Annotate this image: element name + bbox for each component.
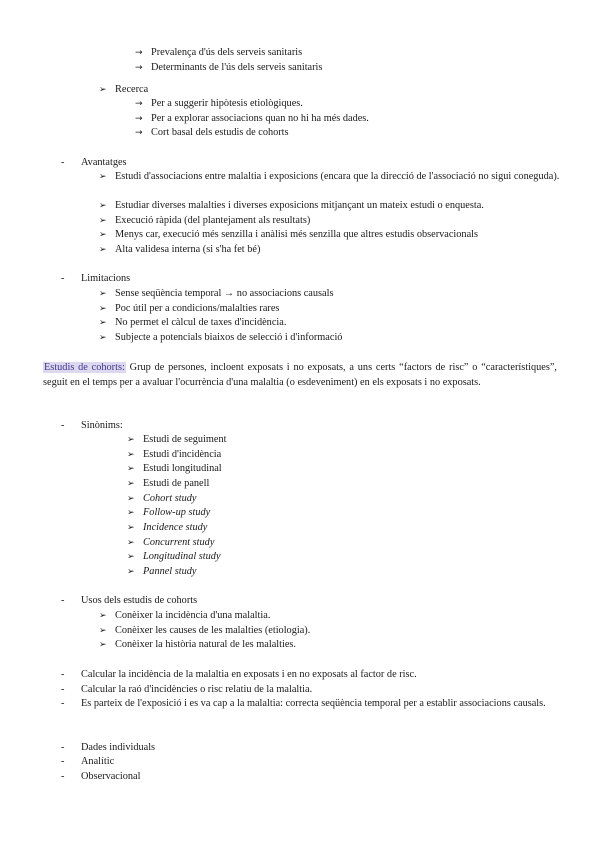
list-item: → Prevalença d'ús dels serveis sanitaris [135, 46, 302, 61]
cohorts-definition-paragraph: Estudis de cohorts: Grup de persones, incloent exposats i no exposats, a uns certs “factors de risc” o “característiques”, seguit en el temps per a avaluar l'ocurrència d'una malaltia (o esdeveniment) en els exposats i no exposats. [43, 362, 557, 388]
list-item: ➢ Estudi d'associacions entre malaltia i exposicions (encara que la direcció de l'associació no sigui coneguda). [99, 170, 573, 185]
section-limitacions: - Limitacions [61, 272, 130, 287]
list-item: ➢ Cohort study [127, 492, 197, 507]
triangle-bullet: ➢ [127, 435, 135, 445]
list-item: ➢ Estudiar diverses malalties i diverses exposicions mitjançant un mateix estudi o enquesta. [99, 199, 484, 214]
triangle-bullet: ➢ [99, 626, 107, 636]
section-recerca: ➢ Recerca [99, 83, 148, 98]
list-item: ➢ Concurrent study [127, 536, 214, 551]
triangle-bullet: ➢ [99, 245, 107, 255]
list-item: ➢ Sense seqüència temporal → no associacions causals [99, 287, 333, 302]
dash-bullet: - [61, 157, 65, 168]
arrow-bullet: → [135, 128, 143, 138]
triangle-bullet: ➢ [99, 318, 107, 328]
list-item: - Calcular la incidència de la malaltia en exposats i en no exposats al factor de risc. [61, 668, 417, 683]
triangle-bullet: ➢ [127, 538, 135, 548]
list-item: ➢ Execució ràpida (del plantejament als resultats) [99, 214, 310, 229]
dash-bullet: - [61, 420, 65, 431]
list-item: ➢ Incidence study [127, 521, 207, 536]
triangle-bullet: ➢ [127, 567, 135, 577]
dash-bullet: - [61, 595, 65, 606]
list-item: ➢ Menys car, execució més senzilla i anàlisi més senzilla que altres estudis observacionals [99, 228, 478, 243]
triangle-bullet: ➢ [127, 508, 135, 518]
triangle-bullet: ➢ [99, 289, 107, 299]
list-item: ➢ Estudi longitudinal [127, 462, 222, 477]
dash-bullet: - [61, 273, 65, 284]
triangle-bullet: ➢ [99, 201, 107, 211]
list-item: ➢ Follow-up study [127, 506, 210, 521]
section-avantatges: - Avantatges [61, 156, 127, 171]
list-item: ➢ Conèixer la història natural de les malalties. [99, 638, 296, 653]
list-item: → Per a explorar associacions quan no hi ha més dades. [135, 112, 369, 127]
list-item: - Dades individuals [61, 741, 155, 756]
list-item: - Observacional [61, 770, 140, 785]
triangle-bullet: ➢ [99, 230, 107, 240]
triangle-bullet: ➢ [99, 172, 107, 182]
triangle-bullet: ➢ [99, 640, 107, 650]
dash-bullet: - [61, 742, 65, 753]
dash-bullet: - [61, 771, 65, 782]
list-item: ➢ Longitudinal study [127, 550, 221, 565]
arrow-bullet: → [135, 99, 143, 109]
triangle-bullet: ➢ [127, 552, 135, 562]
triangle-bullet: ➢ [99, 216, 107, 226]
arrow-bullet: → [135, 48, 143, 58]
list-item: - Calcular la raó d'incidències o risc relatiu de la malaltia. [61, 683, 312, 698]
dash-bullet: - [61, 669, 65, 680]
triangle-bullet: ➢ [127, 494, 135, 504]
list-item: → Determinants de l'ús dels serveis sanitaris [135, 61, 322, 76]
list-item: ➢ Pannel study [127, 565, 196, 580]
list-item: → Per a suggerir hipòtesis etiològiques. [135, 97, 303, 112]
section-usos: - Usos dels estudis de cohorts [61, 594, 197, 609]
list-item: ➢ Estudi de seguiment [127, 433, 227, 448]
dash-bullet: - [61, 698, 65, 709]
arrow-bullet: → [135, 114, 143, 124]
highlighted-term: Estudis de cohorts: [44, 362, 125, 373]
list-item: ➢ Conèixer la incidència d'una malaltia. [99, 609, 270, 624]
list-item: ➢ Estudi d'incidència [127, 448, 221, 463]
triangle-bullet: ➢ [127, 523, 135, 533]
list-item: ➢ Conèixer les causes de les malalties (etiologia). [99, 624, 310, 639]
triangle-bullet: ➢ [99, 304, 107, 314]
triangle-bullet: ➢ [127, 450, 135, 460]
list-item: ➢ No permet el càlcul de taxes d'incidència. [99, 316, 286, 331]
list-item: - Analític [61, 755, 114, 770]
list-item: ➢ Estudi de panell [127, 477, 209, 492]
dash-bullet: - [61, 684, 65, 695]
list-item: ➢ Alta validesa interna (si s'ha fet bé) [99, 243, 260, 258]
dash-bullet: - [61, 756, 65, 767]
arrow-bullet: → [135, 63, 143, 73]
triangle-bullet: ➢ [127, 479, 135, 489]
section-sinonims: - Sinònims: [61, 419, 123, 434]
triangle-bullet: ➢ [99, 333, 107, 343]
list-item: - Es parteix de l'exposició i es va cap a la malaltia: correcta seqüència temporal per a establir associacions causals. [61, 697, 577, 712]
list-item: ➢ Subjecte a potencials biaixos de selecció i d'informació [99, 331, 342, 346]
list-item: → Cort basal dels estudis de cohorts [135, 126, 289, 141]
triangle-bullet: ➢ [99, 611, 107, 621]
triangle-bullet: ➢ [99, 85, 107, 95]
list-item: ➢ Poc útil per a condicions/malalties rares [99, 302, 279, 317]
triangle-bullet: ➢ [127, 464, 135, 474]
